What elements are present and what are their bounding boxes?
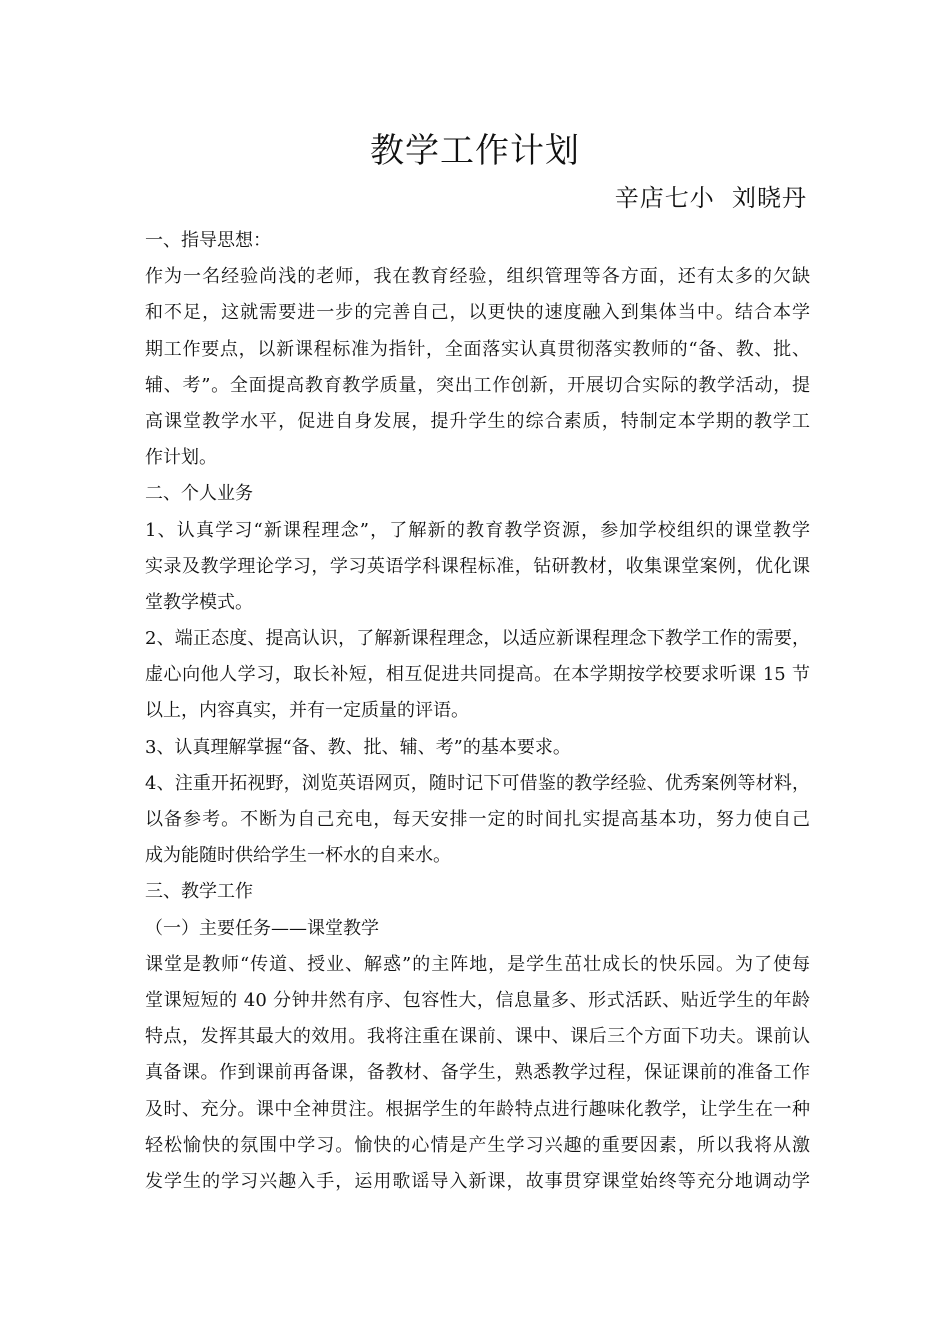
body-line: 实录及教学理论学习，学习英语学科课程标准，钻研教材，收集课堂案例，优化课	[145, 555, 810, 577]
body-line: 一、指导思想：	[145, 230, 271, 251]
body-line: 2、端正态度、提高认识，了解新课程理念，以适应新课程理念下教学工作的需要，	[145, 628, 810, 650]
body-line: 高课堂教学水平，促进自身发展，提升学生的综合素质，特制定本学期的教学工	[145, 410, 810, 432]
body-line: 轻松愉快的氛围中学习。愉快的心情是产生学习兴趣的重要因素，所以我将从激	[145, 1134, 810, 1156]
body-line: 作计划。	[145, 447, 217, 469]
body-line: 特点，发挥其最大的效用。我将注重在课前、课中、课后三个方面下功夫。课前认	[145, 1026, 810, 1048]
body-line: 和不足，这就需要进一步的完善自己，以更快的速度融入到集体当中。结合本学	[145, 302, 810, 324]
document-body	[145, 223, 810, 1200]
body-line: 以上，内容真实，并有一定质量的评语。	[145, 700, 469, 722]
document-title: 教学工作计划	[370, 131, 580, 171]
body-line: 堂教学模式。	[145, 591, 253, 613]
document-author: 辛店七小 刘晓丹	[614, 184, 807, 212]
body-line: 1、认真学习“新课程理念”，了解新的教育教学资源，参加学校组织的课堂教学	[145, 519, 810, 541]
body-line: 成为能随时供给学生一杯水的自来水。	[145, 845, 451, 867]
body-line: 以备参考。不断为自己充电，每天安排一定的时间扎实提高基本功，努力使自己	[145, 809, 810, 830]
body-line: 期工作要点，以新课程标准为指针，全面落实认真贯彻落实教师的“备、教、批、	[145, 338, 810, 360]
body-line: 课堂是教师“传道、授业、解惑”的主阵地，是学生茁壮成长的快乐园。为了使每	[145, 953, 810, 975]
body-line: （一）主要任务——课堂教学	[145, 917, 379, 939]
body-line: 堂课短短的 40 分钟井然有序、包容性大，信息量多、形式活跃、贴近学生的年龄	[145, 989, 810, 1011]
body-line: 三、教学工作	[145, 881, 253, 903]
body-line: 二、个人业务	[145, 483, 253, 505]
body-line: 3、认真理解掌握“备、教、批、辅、考”的基本要求。	[145, 736, 571, 758]
body-line: 辅、考”。全面提高教育教学质量，突出工作创新，开展切合实际的教学活动，提	[145, 374, 810, 396]
body-line: 及时、充分。课中全神贯注。根据学生的年龄特点进行趣味化教学，让学生在一种	[145, 1098, 810, 1120]
body-line: 发学生的学习兴趣入手，运用歌谣导入新课，故事贯穿课堂始终等充分地调动学	[145, 1170, 810, 1192]
body-line: 真备课。作到课前再备课，备教材、备学生，熟悉教学过程，保证课前的准备工作	[145, 1062, 810, 1084]
body-line: 虚心向他人学习，取长补短，相互促进共同提高。在本学期按学校要求听课 15 节	[145, 664, 810, 686]
body-line: 作为一名经验尚浅的老师，我在教育经验，组织管理等各方面，还有太多的欠缺	[145, 266, 810, 288]
body-line: 4、注重开拓视野，浏览英语网页，随时记下可借鉴的教学经验、优秀案例等材料，	[145, 772, 810, 794]
